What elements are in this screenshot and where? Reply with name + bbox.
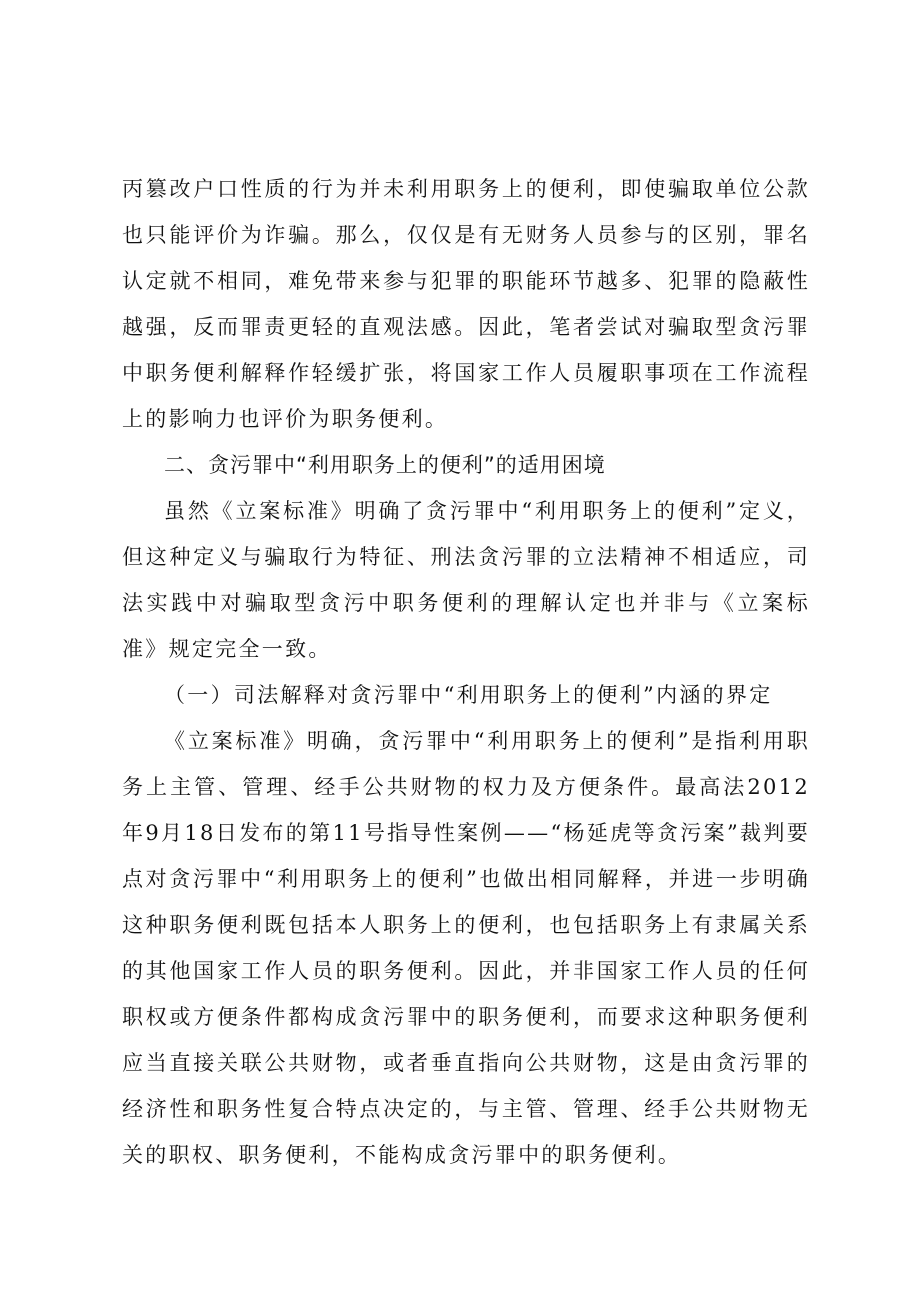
section-heading: 二、贪污罪中“利用职务上的便利”的适用困境 <box>164 453 606 477</box>
paragraph-continued: 丙篡改户口性质的行为并未利用职务上的便利，即使骗取单位公款也只能评价为诈骗。那么，仅仅是有无财务人员参与的区别，罪名认定就不相同，难免带来参与犯罪的职能环节越多、犯罪的隐蔽性越强，反而罪责更轻的直观法感。因此，笔者尝试对骗取型贪污罪中职务便利解释作轻缓扩张，将国家工作人员履职事项在工作流程上的影响力也评价为职务便利。 <box>122 177 810 431</box>
subsection-heading: （一）司法解释对贪污罪中“利用职务上的便利”内涵的界定 <box>164 683 773 707</box>
document-body <box>122 166 810 1178</box>
paragraph: 《立案标准》明确，贪污罪中“利用职务上的便利”是指利用职务上主管、管理、经手公共财物的权力及方便条件。最高法2012年9月18日发布的第11号指导性案例——“杨延虎等贪污案”裁判要点对贪污罪中“利用职务上的便利”也做出相同解释，并进一步明确这种职务便利既包括本人职务上的便利，也包括职务上有隶属关系的其他国家工作人员的职务便利。因此，并非国家工作人员的任何职权或方便条件都构成贪污罪中的职务便利，而要求这种职务便利应当直接关联公共财物，或者垂直指向公共财物，这是由贪污罪的经济性和职务性复合特点决定的，与主管、管理、经手公共财物无关的职权、职务便利，不能构成贪污罪中的职务便利。 <box>122 729 810 1167</box>
paragraph: 虽然《立案标准》明确了贪污罪中“利用职务上的便利”定义，但这种定义与骗取行为特征、刑法贪污罪的立法精神不相适应，司法实践中对骗取型贪污中职务便利的理解认定也并非与《立案标准》规定完全一致。 <box>122 499 810 661</box>
